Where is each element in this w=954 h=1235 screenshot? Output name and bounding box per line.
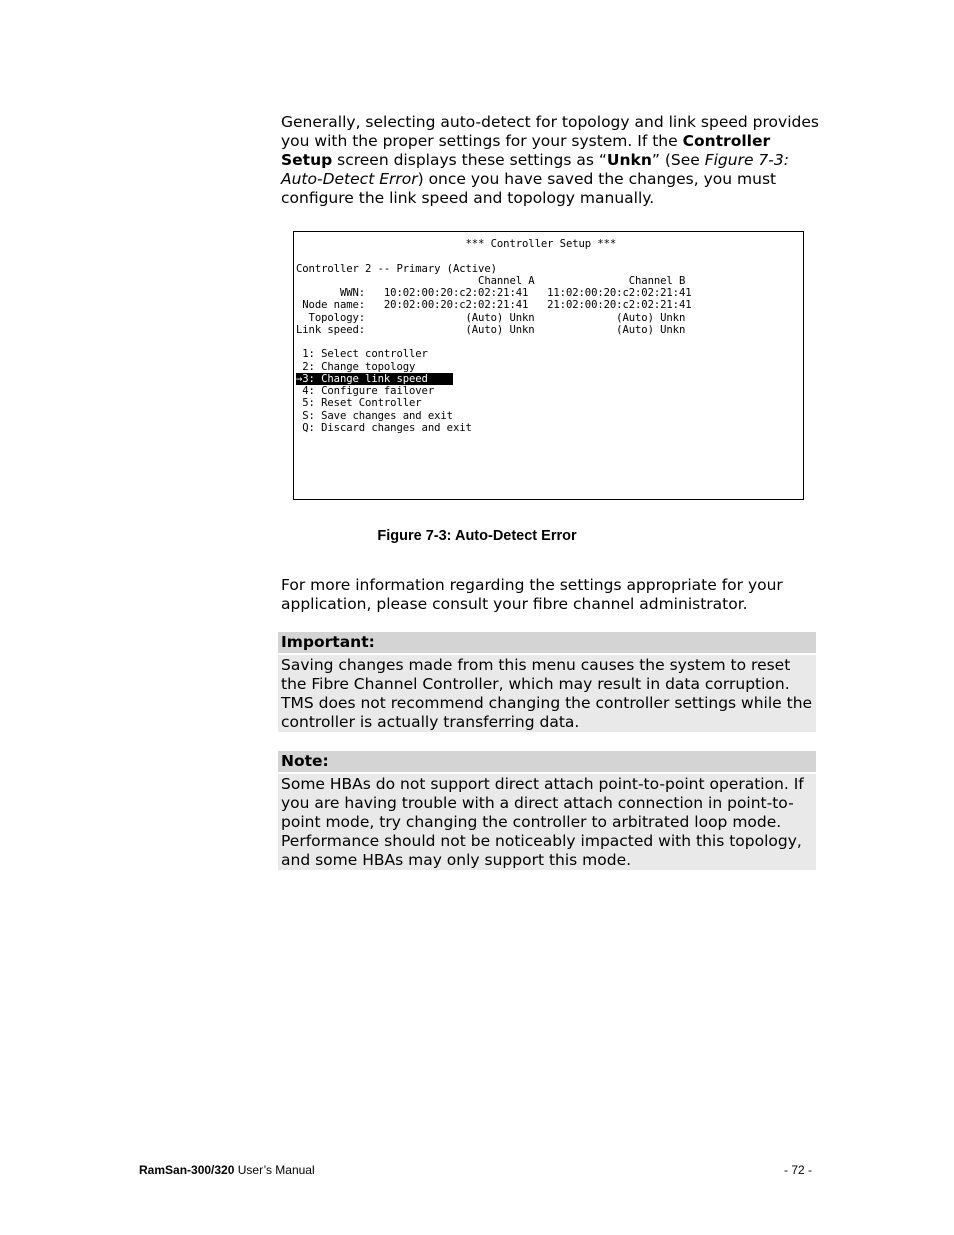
menu-change-topology: 2: Change topology (296, 360, 416, 373)
important-heading: Important: (278, 632, 816, 653)
info-paragraph: For more information regarding the settings appropriate for your application, please consult your fibre channel administrator. (281, 576, 783, 613)
page-number: - 72 - (784, 1163, 813, 1177)
footer-product: RamSan-300/320 (139, 1163, 235, 1177)
intro-text-3: ” (See (651, 151, 705, 169)
menu-select-controller: 1: Select controller (296, 348, 428, 361)
menu-discard-exit: Q: Discard changes and exit (296, 421, 472, 434)
figure-caption: Figure 7-3: Auto-Detect Error (377, 528, 577, 544)
important-body: Saving changes made from this menu causes the system to reset the Fibre Channel Controller, which may result in data corruption. TMS does not recommend changing the controller settings while the controller is actually transferring data. (278, 655, 816, 732)
intro-paragraph (281, 113, 821, 208)
note-body: Some HBAs do not support direct attach point-to-point operation. If you are having trouble with a direct attach connection in point-to-point mode, try changing the controller to arbitrated loop mode. Performance should not be noticeably impacted with this topology, and some HBAs may only support this mode. (278, 774, 816, 870)
intro-text-2: screen displays these settings as “ (332, 151, 607, 169)
wwn-row: WWN: 10:02:00:20:c2:02:21:41 11:02:00:20:c2:02:21:41 (296, 287, 692, 299)
footer-title (139, 1163, 315, 1177)
link-speed-row: Link speed: (Auto) Unkn (Auto) Unkn (296, 323, 686, 336)
controller-setup-screenshot (293, 231, 804, 500)
terminal-text (296, 238, 692, 434)
unkn-term: Unkn (606, 151, 652, 169)
channel-headers: Channel A Channel B (296, 274, 686, 287)
intro-text-1: Generally, selecting auto-detect for topology and link speed provides you with the proper settings for your system. If the (281, 113, 819, 150)
terminal-title: *** Controller Setup *** (296, 238, 617, 250)
menu-save-exit: S: Save changes and exit (296, 409, 453, 422)
menu-change-link-speed-selected: →3: Change link speed (296, 372, 453, 385)
controller-status: Controller 2 -- Primary (Active) (296, 262, 497, 275)
menu-reset-controller: 5: Reset Controller (296, 397, 422, 410)
figure-reference: Figure 7-3: Auto-Detect Error (281, 151, 789, 188)
menu-configure-failover: 4: Configure failover (296, 385, 435, 397)
controller-setup-term: Controller Setup (281, 132, 771, 169)
intro-text-4: ) once you have saved the changes, you must configure the link speed and topology manually. (281, 170, 777, 207)
topology-row: Topology: (Auto) Unkn (Auto) Unkn (296, 311, 686, 324)
node-name-row: Node name: 20:02:00:20:c2:02:21:41 21:02:00:20:c2:02:21:41 (296, 299, 692, 312)
footer-manual: User’s Manual (234, 1163, 315, 1177)
note-heading: Note: (278, 751, 816, 772)
